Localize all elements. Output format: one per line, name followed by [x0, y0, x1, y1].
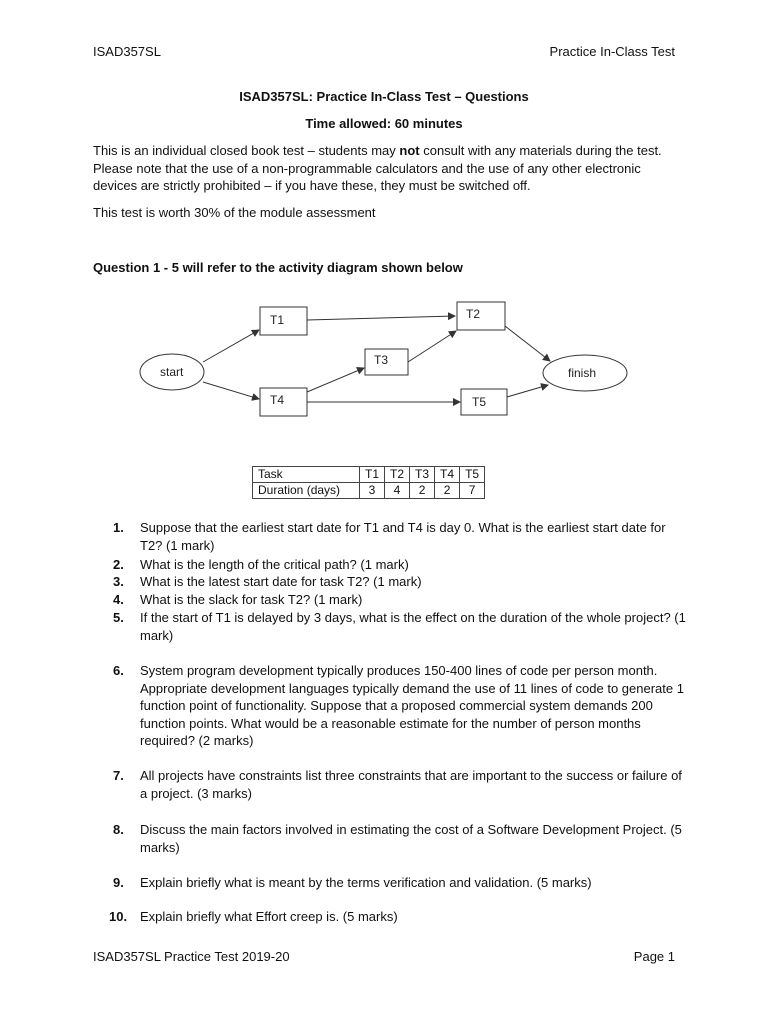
table-cell: Task	[253, 467, 360, 483]
question-number: 3.	[113, 574, 124, 589]
time-allowed: Time allowed: 60 minutes	[305, 116, 463, 131]
node-t4-label: T4	[270, 393, 285, 407]
node-t2	[457, 302, 505, 330]
activity-diagram	[0, 0, 768, 470]
table-cell: 2	[435, 483, 460, 499]
question-number: 10.	[109, 909, 128, 924]
header-course-code: ISAD357SL	[93, 44, 161, 59]
question-number: 6.	[113, 663, 124, 678]
assessment-weight: This test is worth 30% of the module assessment	[93, 205, 376, 220]
node-t4	[260, 388, 307, 416]
question-number: 1.	[113, 520, 124, 535]
node-start	[140, 354, 204, 390]
table-cell: 7	[460, 483, 485, 499]
node-finish	[543, 355, 627, 391]
node-t3	[365, 349, 408, 375]
table-cell: 4	[385, 483, 410, 499]
footer-test-id: ISAD357SL Practice Test 2019-20	[93, 949, 290, 964]
question-number: 8.	[113, 822, 124, 837]
edge-t1-t2	[307, 316, 455, 320]
question-number: 4.	[113, 592, 124, 607]
question-text: All projects have constraints list three constraints that are important to the success or failure of a project. (3 marks)	[140, 768, 682, 801]
table-cell: T1	[360, 467, 385, 483]
question-text: What is the latest start date for task T2? (1 mark)	[140, 574, 422, 589]
question-text: What is the length of the critical path? (1 mark)	[140, 557, 409, 572]
node-t5	[461, 389, 507, 415]
node-start-label: start	[160, 365, 184, 379]
table-cell: T2	[385, 467, 410, 483]
node-t5-label: T5	[472, 395, 487, 409]
table-cell: T3	[410, 467, 435, 483]
question-number: 9.	[113, 875, 124, 890]
intro-bold-not: not	[399, 143, 420, 158]
table-cell: 3	[360, 483, 385, 499]
question-number: 7.	[113, 768, 124, 783]
table-cell: T5	[460, 467, 485, 483]
duration-table-row	[253, 483, 485, 499]
edge-t3-t2	[408, 331, 456, 362]
table-cell: T4	[435, 467, 460, 483]
node-t3-label: T3	[374, 353, 389, 367]
intro-text-part1: This is an individual closed book test – students may	[93, 143, 400, 158]
node-t1-label: T1	[270, 313, 285, 327]
question-number: 5.	[113, 610, 124, 625]
intro-text-part2: consult with any materials during the test. Please note that the use of a non-programmable calculators and the use of any other electronic devices are strictly prohibited – if you have these, they must be switched off.	[93, 143, 662, 193]
question-number: 2.	[113, 557, 124, 572]
question-text: Suppose that the earliest start date for T1 and T4 is day 0. What is the earliest start date for T2? (1 mark)	[140, 520, 666, 553]
header-test-name: Practice In-Class Test	[549, 44, 675, 59]
question-text: Explain briefly what is meant by the terms verification and validation. (5 marks)	[140, 875, 592, 890]
question-text: System program development typically produces 150-400 lines of code per person month. Appropriate development languages typically demand the use of 11 lines of code to generate 1 function point of functionality. Suppose that a proposed commercial system demands 200 function points. What would be a reasonable estimate for the number of person months required? (2 marks)	[140, 663, 684, 748]
edge-t4-t3	[307, 368, 364, 392]
node-t1	[260, 307, 307, 335]
duration-table-header-row	[253, 467, 485, 483]
duration-table	[252, 466, 485, 499]
edge-start-t4	[203, 382, 259, 399]
question-text: Explain briefly what Effort creep is. (5 marks)	[140, 909, 398, 924]
edge-start-t1	[203, 330, 259, 362]
question-group-heading: Question 1 - 5 will refer to the activity diagram shown below	[93, 260, 463, 275]
page-title: ISAD357SL: Practice In-Class Test – Questions	[239, 89, 529, 104]
table-cell: Duration (days)	[253, 483, 360, 499]
edge-t2-finish	[505, 326, 550, 361]
footer-page-number: Page 1	[633, 949, 675, 964]
node-t2-label: T2	[466, 307, 481, 321]
node-finish-label: finish	[568, 366, 597, 380]
question-text: If the start of T1 is delayed by 3 days, what is the effect on the duration of the whole project? (1 mark)	[140, 610, 686, 643]
edge-t5-finish	[507, 385, 548, 397]
question-text: What is the slack for task T2? (1 mark)	[140, 592, 363, 607]
table-cell: 2	[410, 483, 435, 499]
question-text: Discuss the main factors involved in estimating the cost of a Software Development Project. (5 marks)	[140, 822, 682, 855]
